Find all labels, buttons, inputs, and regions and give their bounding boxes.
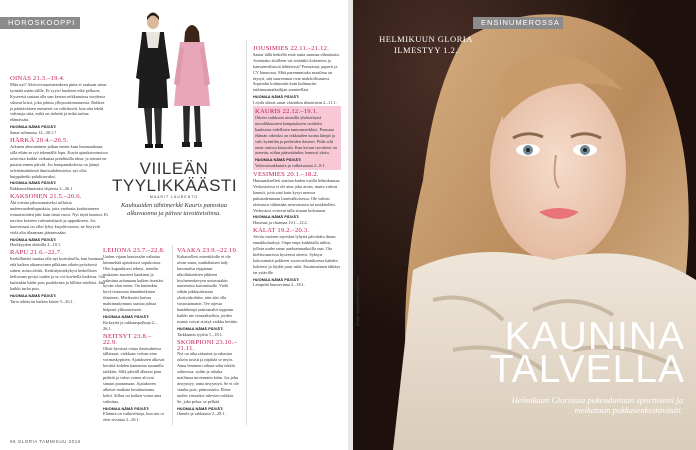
title-line-1: VIILEÄN [139,159,209,178]
sign-text: Kaltaisellesi esteettikolle ei ole aivan sama, minkälainen lady kuonnulsu reppisaan ulkoilukenkien jäkkeen hoyhenenkevyen untuvatakin uumenista kaivautuulle. Vielä vähän pikkusirkautta yksityiskohtiin, niin alat olla vastustamaton. Tee arjesta haudekenpi saattomaltii toppuun kaikki nie visuaalisetkin, joiden ruusut voivat siirtyä vaikka kesään. [177,253,238,324]
days-text: Lempeää lumoevinaa 2.–18.1. [253,282,305,288]
sign-entry-highlighted [253,106,341,170]
sign-entry [103,248,165,332]
sign-heading: RAPU 21.6.–22.7. [10,249,63,257]
horoscope-column-3 [177,246,239,417]
sign-entry [103,334,165,424]
headline-line-2: TALVELLA [489,348,685,391]
sign-heading: HÄRKÄ 20.4.–20.5. [10,137,69,145]
horoscope-column-4 [253,44,341,288]
days-text: Löydä oikeat sanat väärinkin tilanteisiin 2.–11.1. [253,100,337,106]
sign-text: Aivita vuoteen myöskin lyhyitä päivittäin ilman ennakkoluuloja. Onpa empi kaikkialla niihin, jolloin uudet sanat aueksenmatkoilla saat. Ota kiellessuuressa kyseessä otteesi. Syksyn kokoontuitä pokkeen vuorovaikutuksessa kahden kohteesi ja löydät juuri niitä. Ensimmäinen tähtäys on ystäville. [253,234,341,275]
sign-text: Oikein vaikkutta aivasilla yhdistettynä moodikkaaseen kampaukseen sisältäisi kauhuisia todellinen tunnusmerkkisi. Parastaa elämän oikeaksi on rakkauden tuoma lämpö ja valo kynttilän ja perheiden ihmiset. Pidät silti omat omissa käsissäsi. Kun kerran tavoitteet on asetettu, niihin pääsetäänkin lennosti yksin. [255,114,337,156]
horoscope-column-1 [10,74,108,305]
sign-entry [10,250,108,304]
photo-credit: (Photo: istockphoto.com/Gloria) [356,276,360,326]
sign-entry [253,228,341,288]
section-tab-horoscope: HOROSKOOPPI [0,17,80,29]
sign-heading: NEITSYT 23.8.–22.9. [103,332,152,346]
days-label: HUOMAA NÄMÄ PÄIVÄT: [10,180,57,186]
cover-caption: HELMIKUUN GLORIA ILMESTYY 1.2. [379,34,473,55]
sign-entry [10,76,108,136]
days-label: HUOMAA NÄMÄ PÄIVÄT: [255,157,302,163]
sign-heading: VAAKA 23.9.–22.10. [177,247,238,254]
days-text: Huomaa ja charmaa 10.1.–12.2. [253,220,308,226]
days-text: Sanat suhmassa 12.–30.1.? [10,130,57,136]
sign-entry [10,138,108,192]
sign-heading: KAURIS 22.12.–19.1. [255,108,318,116]
days-text: Onnela ja rakkautta 2.–28.1. [177,411,226,417]
section-tab-next-issue: ENSINUMEROSSA [473,17,563,29]
days-label: HUOMAA NÄMÄ PÄIVÄT: [10,124,57,130]
sign-text: Mitä nyt? Aktivoivuuraineenkeen pinta ei saakaan sinua tyrmätä mään sällle. Et syysti huokeen eikä pelkoon. Kyseessä saattaa olla uan kerran seikkamässa vuodessa siksesä kriisi, joka johtuu yllöpoottimaansesta. Rohkea ja päättäväinen asenteesi on valttikortti, kun alat tehdä valintoja siitä, mikä on tärkeää ja mikä turhaa elämässäsi. [10,81,107,123]
days-label: HUOMAA NÄMÄ PÄIVÄT: [177,405,224,411]
sign-heading: SKORPIONI 23.10.–21.11. [177,338,238,352]
page-footer: 66 GLORIA TAMMIKUU 2016 [10,439,81,444]
sign-text: Saatat tällä hetkellä etsiä uutta suuntaa elämässäsi. Asettuako aloilleen vai siirtääkö kokeneesi ja kansainvälisissä tehtävissä? Perusasiat, paperit ja CV kunnossa. Mitä parenmmiako maailma on täysyä, sitä suuremmat ovat mahdollisuutesi. Sopeudut kulttuuriin kuin kulttuuriin tutkimusmatkailijan asenteellasi. [253,51,340,93]
days-text: Kirkeyttä ja rakkauspolkuja 2.–26.1. [103,319,158,331]
days-label: HUOMAA NÄMÄ PÄIVÄT: [253,276,300,282]
days-label: HUOMAA NÄMÄ PÄIVÄT: [10,292,57,298]
days-text: Rakkauselämässäsi ohjeesta 2.–26.1 [10,186,73,192]
column-divider [246,40,247,425]
days-text: Tarto tehtäviin kaiken kästet 5.–26.1. [10,298,74,304]
days-label: HUOMAA NÄMÄ PÄIVÄT: [10,236,57,242]
days-label: HUOMAA NÄMÄ PÄIVÄT: [253,214,300,220]
days-label: HUOMAA NÄMÄ PÄIVÄT: [253,94,300,100]
headline-line-1: KAUNINA [504,315,685,358]
right-page [353,0,696,450]
sign-text: Arkinen ahertaminen jatkuu ennen kuin huomaatkaan, sillä eihän se työ tekemällä lopu. Kuvia ajatuksiminoissa aristoista kaikki vaikuttaa pohdituilla ideat, ja toteuta ne paraita ennen päivää. Jos hampaankolossa on jäänyt selvittämättömiä ihmissuhdeasioita, nyt olisi huippuhetki pohdittavaksi. [10,143,108,179]
cover-headline [385,315,685,391]
sign-text: Nyt on aika rakastua ja rakastaa oikein tosisti ja nipittää se myös. Anna lemmen roihuta sekä tekkiä suhteessa, sydän ja ruhaka mailimaa moiemmin kään. Jos joku ärsyyntyy, anna ärsyyntyä. Se ei ole sinulta pois, päinvastoin. Elene uuden virtaaiksi tulevien roikkia. Se, joka pelaa, se pelkää. [177,351,239,404]
days-label: HUOMAA NÄMÄ PÄIVÄT: [103,313,150,319]
sign-text: Uuden vijaan kuntosalin valintua kimmeltää ajatuksissi sopukoissa. Olet kupaukisesi tehnyt, trendin mukaiset asusteet hankinut ja valmiina aritamaan kaiken itsestäsi hyvän olon eteen. On kuitenkin hyvä testauttaa tämänhetkinen tilanteesi. Mielessäsi kaivaa mahtimattomuus saattaa johtaa helposti ylikuntoiseen. [103,253,164,313]
days-text: Valovoimakkuutta ja valkoisuutta 2.–8.1. [255,163,326,169]
sign-heading: KAKSONEN 21.5.–20.6. [10,193,82,201]
sign-entry [177,248,239,338]
days-text: Tarkkuutta tyytiin 1.–18.1. [177,331,223,337]
sign-text: Itsehillintäsi saattaa olla nyt koetuksella, kun huomaat, että kaiken aikanvoinen pilkkaan oikein pyöräsesti suhen, mista aloitit. Keskittymiskykysi hetkellisen heiluvaan pystyi tuulee ja se voi kuvitella kaikissa: Ota kuitenkin kädet pois poukkeista ja hillitse mieltäsi. Jätä kaikki turha pois. [10,256,105,291]
fashion-models-image [128,8,218,156]
sign-text: Älä toteuta jakonomaiseksi sellaisia uudenvuodenlupauksia, joita vanhasta kouluttaneen rotuaristöiden jätit kuin tämä vuosi. Nyt täytä kuntosi, Et tarvitse kesteen vahvuntalaarit ja uppuäkseen. Jos haaveissasi on ollut lyhyt kirjaftivuoron, ne löytyvät vielä alta tilaamaan jäärinessään. [10,200,108,235]
sign-heading: OINAS 21.3.–19.4. [10,75,65,82]
sign-text: Humaauksellesi siaittaa kuden tosilla helmikuussa. Verkostoissa ei ole aina joku aivan, mutta vahvat kauniit, joita sinä kuin kysyt neuvoa puhtaudenmaan lumivalkoisessa. Ole valmis olemassa vähintään neuvomassa tai mutkitellen. Verkostosi voisivat tulla sinuun kokonaan. [253,178,341,213]
sign-entry [10,194,108,248]
days-label: HUOMAA NÄMÄ PÄIVÄT: [177,325,224,331]
days-label: HUOMAA NÄMÄ PÄIVÄT: [103,405,150,411]
days-text: Eläimiä on vaihtoehtoja, kun sen oi olen sivuttaa 2.–26.1. [103,411,164,423]
sign-heading: VESIMIES 20.1.–18.2. [253,171,319,179]
sign-heading: LEIJONA 23.7.–22.8. [103,247,165,254]
sign-entry [253,172,341,226]
sign-entry [253,46,341,106]
sign-entry [177,340,239,418]
article-title [112,160,236,194]
horoscope-column-2 [103,246,165,423]
sign-text: Olisit hyvässä virtaa ihmisuhteisa tällaisaat, viekkaus voittaa aina vormaskypttien. Ajatukseen alkavat kevättä kohden kannattaa suunnilla tarkkiin. Sillä päiväll alkavat pian pidettä ja valon voima alcivat sinuun puraamaan. Ajatukseen alkavat matkata kesäituntuma kohti. Sillon on kaiken virtaa aina valmiina. [103,345,165,404]
title-line-2: TYYLIKKÄÄSTI [112,176,238,195]
article-deck: Kauhuaiden tähtimerkki Kauris panostaa alkuvuonna ja päivee tavoitteisiinsa. [121,202,227,217]
days-text: Herkkyyden ehdoilla 2.–10.1. [10,242,62,248]
sign-heading: KALAT 19.2.–20.3. [253,227,310,235]
cover-deck: Helmikuun Gloriassa pukeuduttaan sporttisesti ja meikataan pakkasenkestäväsiti. [511,395,683,415]
column-divider [172,245,173,425]
byline: MAARIT LAURENTO [149,195,199,199]
sign-heading: JOUSIMIES 22.11.–21.12. [253,45,329,52]
